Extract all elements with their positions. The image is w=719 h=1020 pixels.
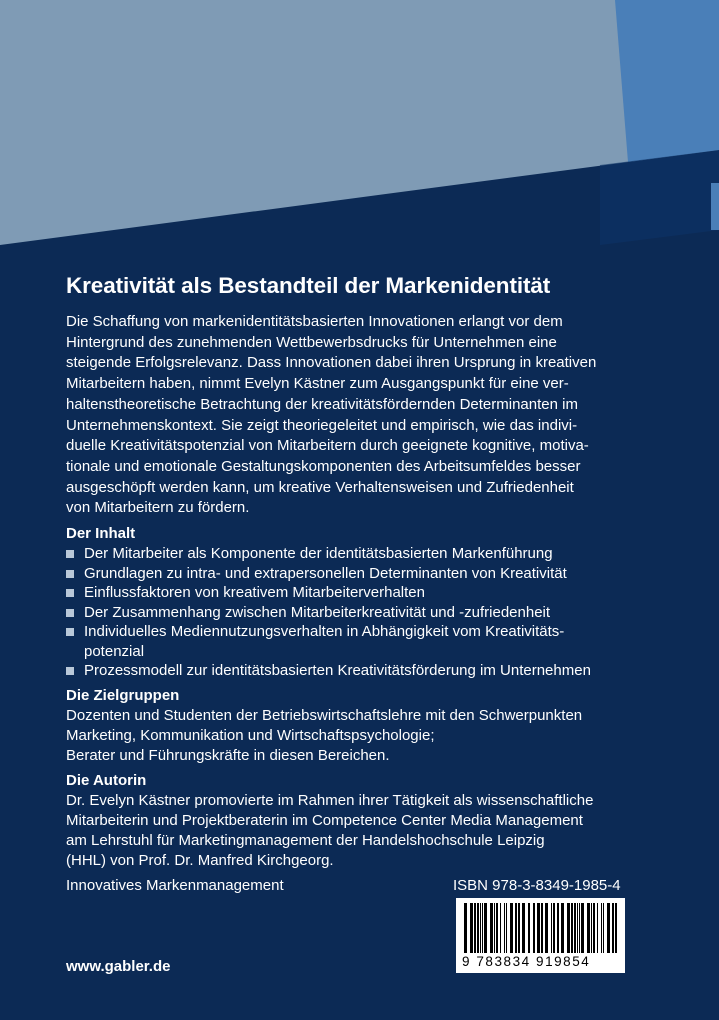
inhalt-item-text: Der Mitarbeiter als Komponente der identitätsbasierten Markenführung: [84, 545, 553, 563]
bullet-square-icon: [66, 667, 74, 675]
barcode-digits: 9 783834 919854: [462, 954, 591, 969]
barcode-bar: [551, 903, 552, 953]
autorin-text-line: Mitarbeiterin und Projektberaterin im Competence Center Media Management: [66, 811, 583, 829]
barcode-bar: [480, 903, 481, 953]
barcode-bar: [612, 903, 614, 953]
blurb-line: duelle Kreativitätspotenzial von Mitarbeitern durch geeignete kognitive, motiva-: [66, 437, 589, 455]
blurb-line: von Mitarbeitern zu fördern.: [66, 499, 250, 517]
barcode-bar: [522, 903, 525, 953]
blurb-line: Mitarbeitern haben, nimmt Evelyn Kästner zum Ausgangspunkt für eine ver-: [66, 375, 569, 393]
series-name: Innovatives Markenmanagement: [66, 877, 284, 894]
barcode-bar: [579, 903, 580, 953]
inhalt-item-text: Grundlagen zu intra- und extrapersonellen Determinanten von Kreativität: [84, 564, 567, 582]
autorin-heading: Die Autorin: [66, 771, 147, 789]
barcode-bar: [484, 903, 487, 953]
barcode-bar: [587, 903, 590, 953]
blurb-line: haltenstheoretische Betrachtung der kreativitätsfördernden Determinanten im: [66, 395, 578, 413]
isbn: ISBN 978-3-8349-1985-4: [453, 877, 621, 894]
blurb-line: tionale und emotionale Gestaltungskomponenten des Arbeitsumfeldes besser: [66, 457, 581, 475]
website-url: www.gabler.de: [66, 958, 171, 975]
blurb: [66, 312, 656, 519]
barcode-bar: [477, 903, 479, 953]
book-title: Kreativität als Bestandteil der Markenidentität: [66, 273, 551, 298]
inhalt-heading: Der Inhalt: [66, 525, 136, 543]
inhalt-item-text: Der Zusammenhang zwischen Mitarbeiterkreativität und -zufriedenheit: [84, 603, 551, 621]
blurb-line: ausgeschöpft werden kann, um kreative Verhaltensweisen und Zufriedenheit: [66, 478, 574, 496]
zielgruppen-heading: Die Zielgruppen: [66, 686, 180, 704]
zielgruppen-text-line: Marketing, Kommunikation und Wirtschaftspsychologie;: [66, 726, 435, 744]
bullet-square-icon: [66, 550, 74, 558]
barcode-bar: [607, 903, 610, 953]
barcode-bar: [574, 903, 576, 953]
barcode-bar: [506, 903, 507, 953]
barcode-bar: [567, 903, 570, 953]
inhalt-item: [66, 661, 656, 681]
barcode-bar: [615, 903, 617, 953]
barcode-bar: [571, 903, 573, 953]
barcode-bar: [537, 903, 540, 953]
inhalt-list: [66, 544, 656, 681]
inhalt-item-text: potenzial: [84, 642, 145, 660]
blurb-line: Hintergrund des zunehmenden Wettbewerbsdrucks für Unternehmen eine: [66, 333, 557, 351]
inhalt-item: [66, 622, 656, 661]
bullet-square-icon: [66, 589, 74, 597]
barcode-bar: [470, 903, 473, 953]
bullet-square-icon: [66, 628, 74, 636]
barcode-bar: [545, 903, 548, 953]
barcode-bar: [601, 903, 602, 953]
inhalt-item: [66, 603, 656, 623]
blurb-line: Die Schaffung von markenidentitätsbasierten Innovationen erlangt vor dem: [66, 313, 563, 330]
autorin-text: [66, 791, 656, 871]
barcode-bar: [557, 903, 559, 953]
barcode-bar: [490, 903, 493, 953]
bullet-square-icon: [66, 570, 74, 578]
zielgruppen-text-line: Dozenten und Studenten der Betriebswirtschaftslehre mit den Schwerpunkten: [66, 706, 583, 724]
barcode-bar: [464, 903, 467, 953]
barcode-bar: [577, 903, 578, 953]
barcode-bar: [541, 903, 543, 953]
barcode-bar: [482, 903, 483, 953]
inhalt-item-text: Prozessmodell zur identitätsbasierten Kreativitätsförderung im Unternehmen: [84, 662, 591, 680]
barcode-bar: [518, 903, 520, 953]
barcode-bar: [500, 903, 501, 953]
barcode-bar: [515, 903, 517, 953]
barcode-bar: [603, 903, 604, 953]
blurb-line: steigende Erfolgsrelevanz. Dass Innovationen dabei ihren Ursprung in kreativen: [66, 354, 597, 372]
barcode-bar: [528, 903, 530, 953]
barcode-bar: [494, 903, 495, 953]
barcode-bar: [504, 903, 505, 953]
barcode-bar: [474, 903, 476, 953]
barcode-bar: [581, 903, 584, 953]
autorin-text-line: am Lehrstuhl für Marketingmanagement der Handelshochschule Leipzig: [66, 831, 545, 849]
back-cover-text: [66, 270, 656, 871]
inhalt-item: [66, 583, 656, 603]
barcode-bar: [597, 903, 598, 953]
inhalt-item: [66, 564, 656, 584]
bullet-square-icon: [66, 609, 74, 617]
barcode-bars: [462, 903, 619, 953]
zielgruppen-text: [66, 706, 656, 766]
autorin-text-line: Dr. Evelyn Kästner promovierte im Rahmen ihrer Tätigkeit als wissenschaftliche: [66, 791, 594, 809]
barcode-bar: [496, 903, 498, 953]
barcode-bar: [593, 903, 595, 953]
zielgruppen-text-line: Berater und Führungskräfte in diesen Bereichen.: [66, 746, 390, 764]
inhalt-item-text: Einflussfaktoren von kreativem Mitarbeiterverhalten: [84, 584, 425, 602]
inhalt-item: [66, 544, 656, 564]
barcode-bar: [553, 903, 555, 953]
barcode: [456, 898, 625, 973]
barcode-bar: [510, 903, 513, 953]
barcode-bar: [591, 903, 592, 953]
barcode-bar: [561, 903, 564, 953]
blurb-line: Unternehmenskontext. Sie zeigt theoriegeleitet und empirisch, wie das indivi-: [66, 416, 578, 434]
inhalt-item-text: Individuelles Mediennutzungsverhalten in Abhängigkeit vom Kreativitäts-: [84, 623, 565, 641]
autorin-text-line: (HHL) von Prof. Dr. Manfred Kirchgeorg.: [66, 851, 334, 869]
barcode-bar: [533, 903, 535, 953]
